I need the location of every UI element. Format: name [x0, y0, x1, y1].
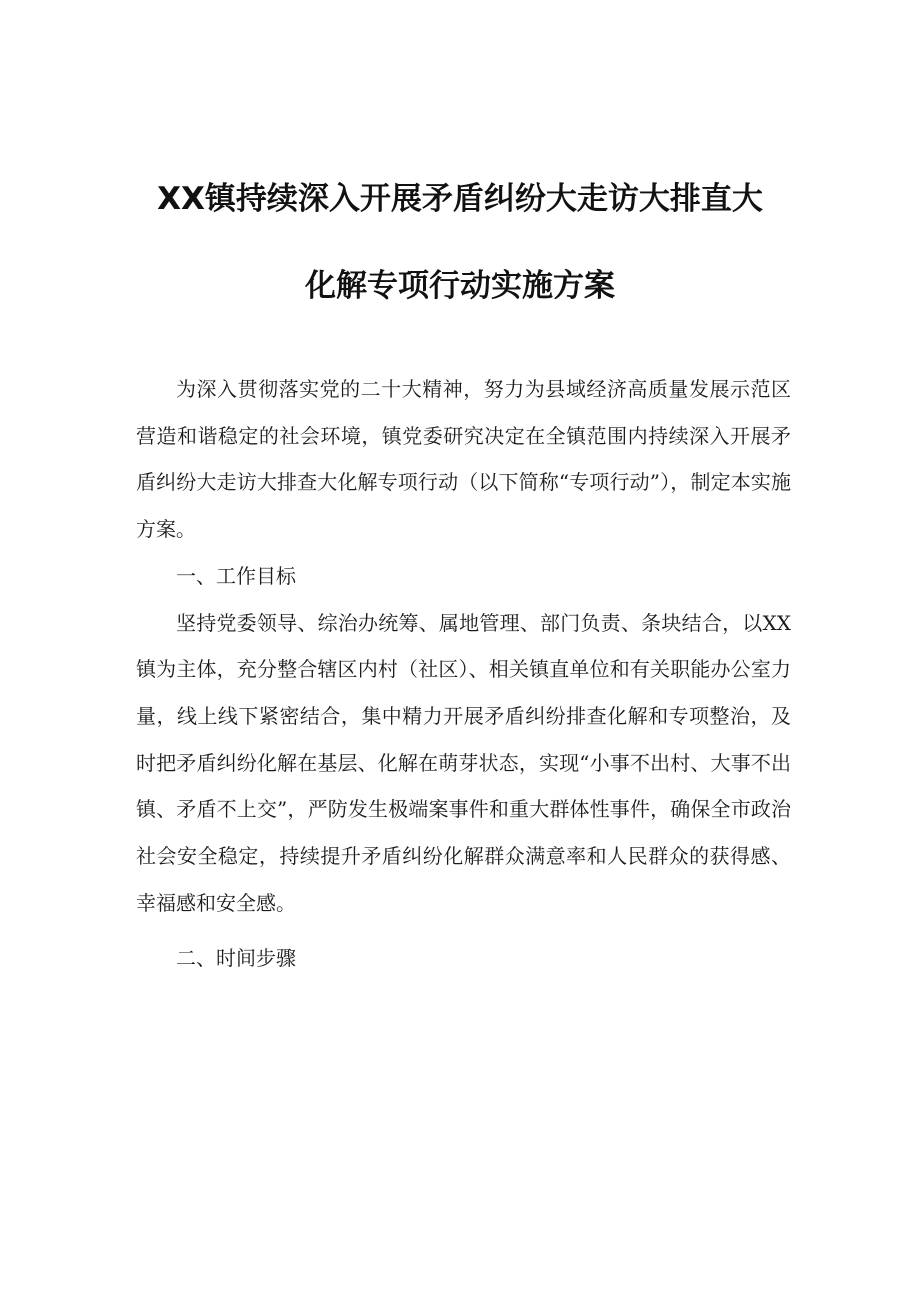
- document-title-line-1: XX镇持续深入开展矛盾纠纷大走访大排直大: [157, 181, 763, 217]
- section-heading-schedule: 二、时间步骤: [176, 946, 296, 971]
- intro-paragraph: 为深入贯彻落实党的二十大精神，努力为县域经济高质量发展示范区营造和谐稳定的社会环境，镇党委研究决定在全镇范围内持续深入开展矛盾纠纷大走访大排查大化解专项行动（以下简称“专项行动”），制定本实施方案。: [136, 377, 791, 542]
- document-title-line-2: 化解专项行动实施方案: [305, 268, 615, 304]
- section-heading-goals: 一、工作目标: [176, 563, 296, 588]
- document-body: [136, 366, 791, 982]
- goals-paragraph: 坚持党委领导、综治办统筹、属地管理、部门负责、条块结合，以XX镇为主体，充分整合辖区内村（社区）、相关镇直单位和有关职能办公室力量，线上线下紧密结合，集中精力开展矛盾纠纷排查化解和专项整治，及时把矛盾纠纷化解在基层、化解在萌芽状态，实现“小事不出村、大事不出镇、矛盾不上交”，严防发生极端案事件和重大群体性事件，确保全市政治社会安全稳定，持续提升矛盾纠纷化解群众满意率和人民群众的获得感、幸福感和安全感。: [136, 610, 791, 915]
